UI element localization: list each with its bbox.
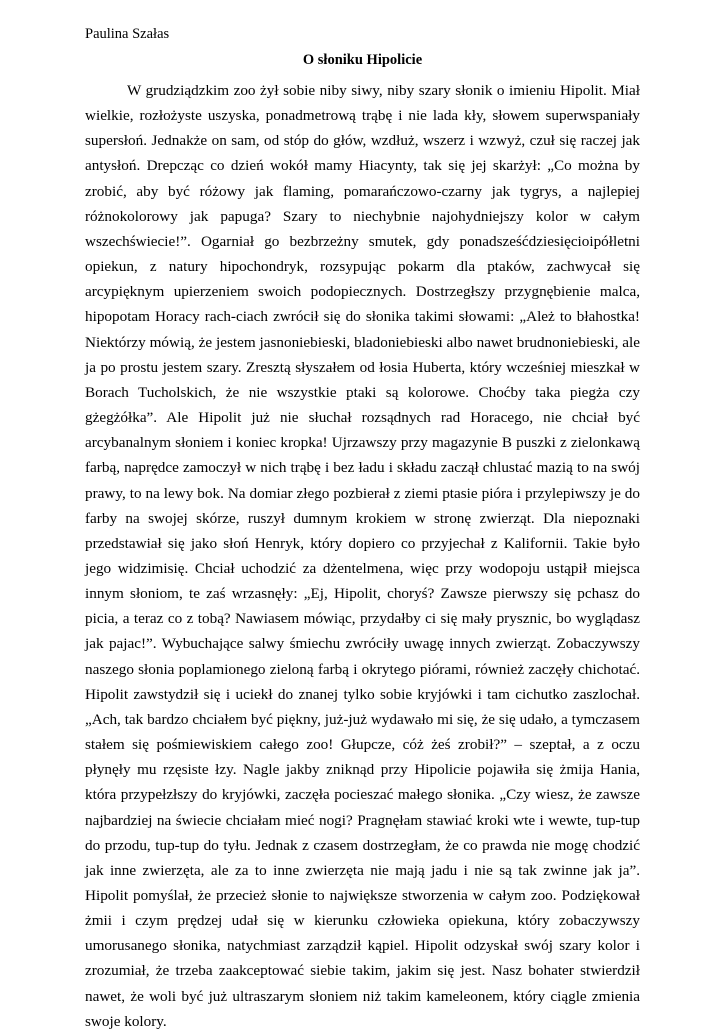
document-title: O słoniku Hipolicie [302,52,423,68]
story-paragraph: W grudziądzkim zoo żył sobie niby siwy, niby szary słonik o imieniu Hipolit. Miał wielkie, rozłożyste uszyska, ponadmetrową trąbę i nie lada kły, słowem superwspaniały supersłoń. Jednakże on sam, od stóp do głów, wzdłuż, wszerz i wzwyż, czuł się raczej jak antysłoń. Drepcząc co dzień wokół mamy Hiacynty, tak się jej skarżył: „Co można by zrobić, aby być różowy jak flaming, pomarańczowo-czarny jak tygrys, a najlepiej różnokolorowy jak papuga? Szary to niechybnie najohydniejszy kolor w całym wszechświecie!”. Ogarniał go bezbrzeżny smutek, gdy ponadsześćdziesięcioipółletni opiekun, z natury hipochondryk, rozsypując pokarm dla ptaków, zachwycał się arcypięknym upierzeniem swoich podopiecznych. Dostrzegłszy przygnębienie malca, hipopotam Horacy rach-ciach zwrócił się do słonika takimi słowami: „Ależ to błahostka! Niektórzy mówią, że jestem jasnoniebieski, bladoniebieski albo nawet brudnoniebieski, ale ja po prostu jestem szary. Zresztą słyszałem od łosia Huberta, który wcześniej mieszkał w Borach Tucholskich, że nie wszystkie ptaki są kolorowe. Choćby taka piegża czy gżegżółka”. Ale Hipolit już nie słuchał rozsądnych rad Horacego, nie chciał być arcybanalnym słoniem i koniec kropka! Ujrzawszy przy magazynie B puszki z zielonkawą farbą, naprędce zamoczył w nich trąbę i bez ładu i składu zaczął chlustać mazią to na swój prawy, to na lewy bok. Na domiar złego pozbierał z ziemi ptasie pióra i przylepiwszy je do farby na swojej skórze, ruszył dumnym krokiem w stronę zwierząt. Dla niepoznaki przedstawiał się jako słoń Henryk, który dopiero co przyjechał z Kalifornii. Takie było jego widzimisię. Chciał uchodzić za dżentelmena, więc przy wodopoju ustąpił miejsca innym słoniom, te zaś wrzasnęły: „Ej, Hipolit, choryś? Zawsze pierwszy się pchasz do picia, a teraz co z tobą? Nawiasem mówiąc, przydałby ci się mały prysznic, bo wyglądasz jak pajac!”. Wybuchające salwy śmiechu zwróciły uwagę innych zwierząt. Zobaczywszy naszego słonia poplamionego zieloną farbą i okrytego piórami, również zaczęły chichotać. Hipolit zawstydził się i uciekł do znanej tylko sobie kryjówki i tam cichutko zaszlochał. „Ach, tak bardzo chciałem być piękny, już-już wydawało mi się, że się udało, a tymczasem stałem się pośmiewiskiem całego zoo! Głupcze, cóż żeś zrobił?” – szeptał, a z oczu płynęły mu rzęsiste łzy. Nagle jakby zniknąd przy Hipolicie pojawiła się żmija Hania, która przypełzłszy do kryjówki, zaczęła pocieszać małego słonika. „Czy wiesz, że zawsze najbardziej na świecie chciałam mieć nogi? Pragnęłam stawiać kroki wte i wewte, tup-tup do przodu, tup-tup do tyłu. Jednak z czasem dostrzegłam, że co prawda nie mogę chodzić jak inne zwierzęta, ale za to inne zwierzęta nie mają jadu i nie są tak zwinne jak ja”. Hipolit pomyślał, że przecież słonie to największe stworzenia w całym zoo. Podziękował żmii i czym prędzej udał się w kierunku człowieka opiekuna, który zobaczywszy umorusanego słonika, natychmiast zarządził kąpiel. Hipolit odzyskał swój szary kolor i zrozumiał, że trzeba zaakceptować siebie takim, jakim się jest. Nasz bohater stwierdził nawet, że woli być już ultraszarym słoniem niż takim kameleonem, który ciągle zmienia swoje kolory. [85,82,640,1030]
author-name: Paulina Szałas [85,26,170,42]
